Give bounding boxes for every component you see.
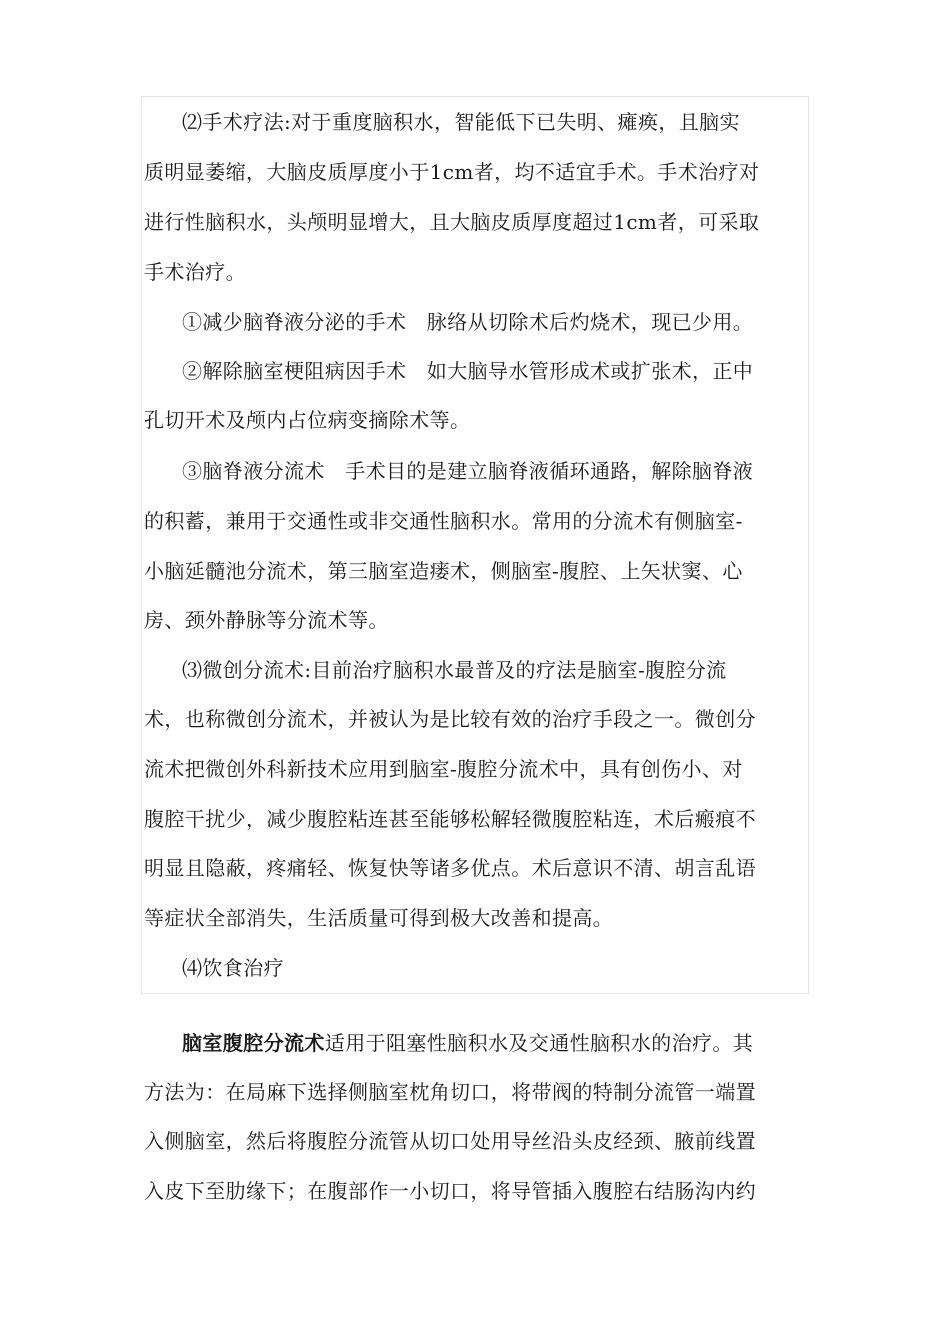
paragraph-line	[182, 1031, 753, 1055]
paragraph-line: 腹腔干扰少，减少腹腔粘连甚至能够松解轻微腹腔粘连，术后瘢痕不	[144, 807, 756, 831]
paragraph-line: 方法为：在局麻下选择侧脑室枕角切口，将带阀的特制分流管一端置	[144, 1080, 756, 1104]
paragraph-line: ②解除脑室梗阻病因手术 如大脑导水管形成术或扩张术，正中	[182, 359, 754, 383]
paragraph-line: 进行性脑积水，头颅明显增大，且大脑皮质厚度超过1cm者，可采取	[144, 210, 760, 234]
paragraph-line: 术，也称微创分流术，并被认为是比较有效的治疗手段之一。微创分	[144, 707, 756, 731]
paragraph-line: 明显且隐蔽，疼痛轻、恢复快等诸多优点。术后意识不清、胡言乱语	[144, 856, 756, 880]
paragraph-line: 入皮下至肋缘下；在腹部作一小切口，将导管插入腹腔右结肠沟内约	[144, 1179, 756, 1203]
paragraph-line: 孔切开术及颅内占位病变摘除术等。	[144, 408, 471, 432]
paragraph-line: 的积蓄，兼用于交通性或非交通性脑积水。常用的分流术有侧脑室-	[144, 509, 743, 533]
paragraph-line: 等症状全部消失，生活质量可得到极大改善和提高。	[144, 906, 614, 930]
paragraph-line: ①减少脑脊液分泌的手术 脉络从切除术后灼烧术，现已少用。	[182, 310, 754, 334]
paragraph-line: ⑷饮食治疗	[182, 956, 284, 980]
paragraph-line: 入侧脑室，然后将腹腔分流管从切口处用导丝沿头皮经颈、腋前线置	[144, 1129, 756, 1153]
paragraph-text: 适用于阻塞性脑积水及交通性脑积水的治疗。其	[324, 1031, 754, 1055]
paragraph-line: 房、颈外静脉等分流术等。	[144, 608, 389, 632]
paragraph-line: 质明显萎缩，大脑皮质厚度小于1cm者，均不适宜手术。手术治疗对	[144, 160, 760, 184]
paragraph-line: ⑶微创分流术:目前治疗脑积水最普及的疗法是脑室-腹腔分流	[182, 658, 727, 682]
paragraph-line: 手术治疗。	[144, 260, 246, 284]
paragraph-line: 流术把微创外科新技术应用到脑室-腹腔分流术中，具有创伤小、对	[144, 757, 743, 781]
bold-term: 脑室腹腔分流术	[182, 1031, 325, 1055]
paragraph-line: 小脑延髓池分流术，第三脑室造瘘术，侧脑室-腹腔、上矢状窦、心	[144, 559, 743, 583]
paragraph-line: ⑵手术疗法:对于重度脑积水，智能低下已失明、瘫痪，且脑实	[182, 110, 740, 134]
paragraph-line: ③脑脊液分流术 手术目的是建立脑脊液循环通路，解除脑脊液	[182, 459, 754, 483]
